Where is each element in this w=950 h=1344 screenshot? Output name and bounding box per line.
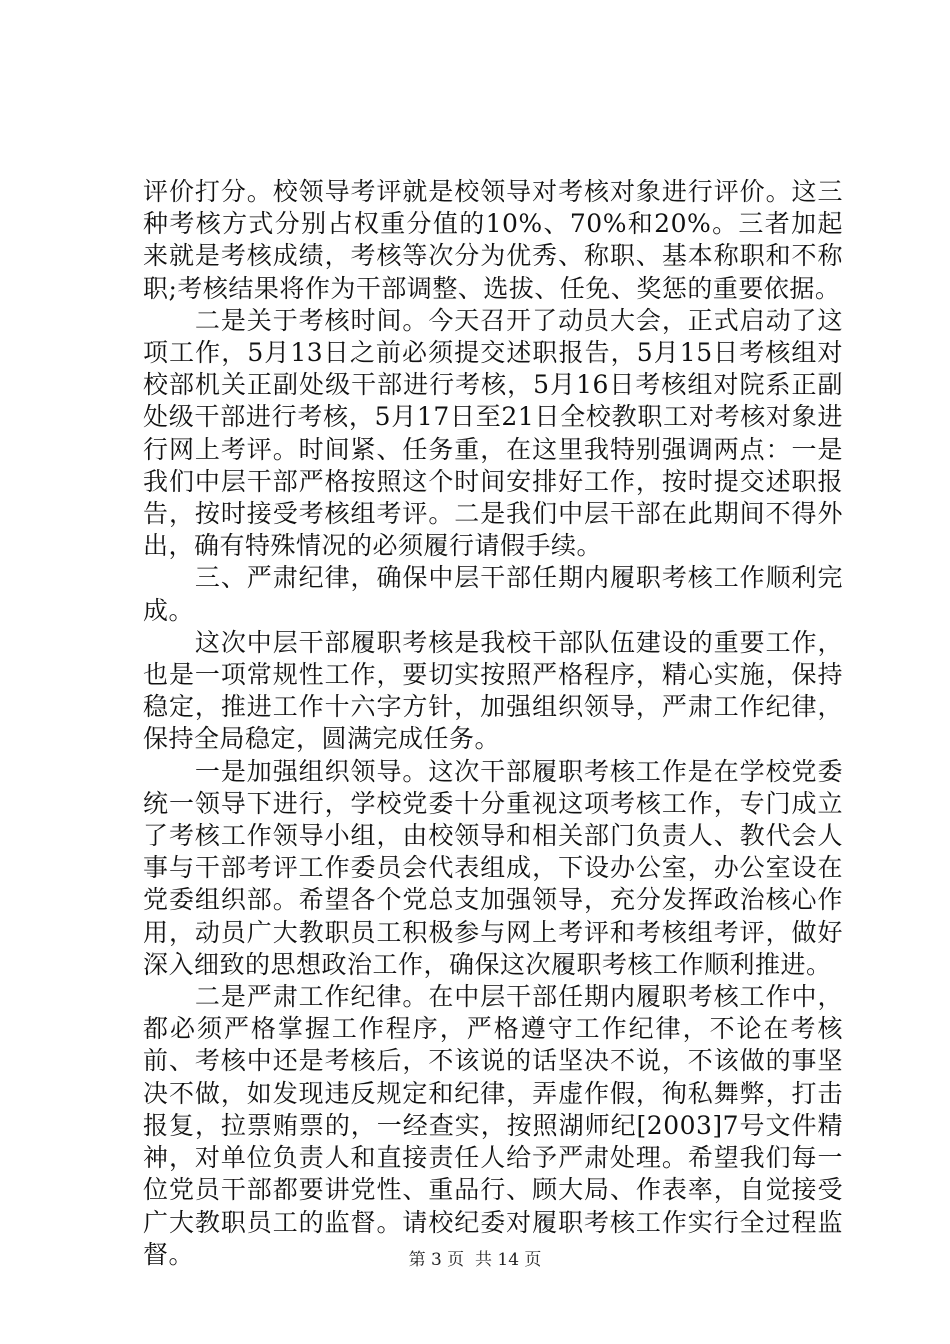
page-footer: 第 3 页 共 14 页 bbox=[408, 1250, 542, 1270]
document-body bbox=[143, 176, 843, 1271]
paragraph-importance: 这次中层干部履职考核是我校干部队伍建设的重要工作，也是一项常规性工作，要切实按照严格程序，精心实施，保持稳定，推进工作十六字方针，加强组织领导，严肃工作纪律，保持全局稳定，圆满完成任务。 bbox=[143, 627, 843, 754]
paragraph-discipline: 二是严肃工作纪律。在中层干部任期内履职考核工作中，都必须严格掌握工作程序，严格遵守工作纪律，不论在考核前、考核中还是考核后，不该说的话坚决不说，不该做的事坚决不做，如发现违反规定和纪律，弄虚作假，徇私舞弊，打击报复，拉票贿票的，一经查实，按照湖师纪[2003]7号文件精神，对单位负责人和直接责任人给予严肃处理。希望我们每一位党员干部都要讲党性、重品行、顾大局、作表率，自觉接受广大教职员工的监督。请校纪委对履职考核工作实行全过程监督。 bbox=[143, 982, 843, 1269]
paragraph-assessment-schedule: 二是关于考核时间。今天召开了动员大会，正式启动了这项工作，5月13日之前必须提交述职报告，5月15日考核组对校部机关正副处级干部进行考核，5月16日考核组对院系正副处级干部进行考核，5月17日至21日全校教职工对考核对象进行网上考评。时间紧、任务重，在这里我特别强调两点：一是我们中层干部严格按照这个时间安排好工作，按时提交述职报告，按时接受考核组考评。二是我们中层干部在此期间不得外出，确有特殊情况的必须履行请假手续。 bbox=[143, 305, 843, 561]
paragraph-scoring-weights: 评价打分。校领导考评就是校领导对考核对象进行评价。这三种考核方式分别占权重分值的10%、70%和20%。三者加起来就是考核成绩，考核等次分为优秀、称职、基本称职和不称职;考核结果将作为干部调整、选拔、任免、奖惩的重要依据。 bbox=[143, 177, 843, 303]
paragraph-section-three-heading: 三、严肃纪律，确保中层干部任期内履职考核工作顺利完成。 bbox=[143, 563, 843, 625]
paragraph-leadership: 一是加强组织领导。这次干部履职考核工作是在学校党委统一领导下进行，学校党委十分重视这项考核工作，专门成立了考核工作领导小组，由校领导和相关部门负责人、教代会人事与干部考评工作委员会代表组成，下设办公室，办公室设在党委组织部。希望各个党总支加强领导，充分发挥政治核心作用，动员广大教职员工积极参与网上考评和考核组考评，做好深入细致的思想政治工作，确保这次履职考核工作顺利推进。 bbox=[143, 756, 843, 979]
